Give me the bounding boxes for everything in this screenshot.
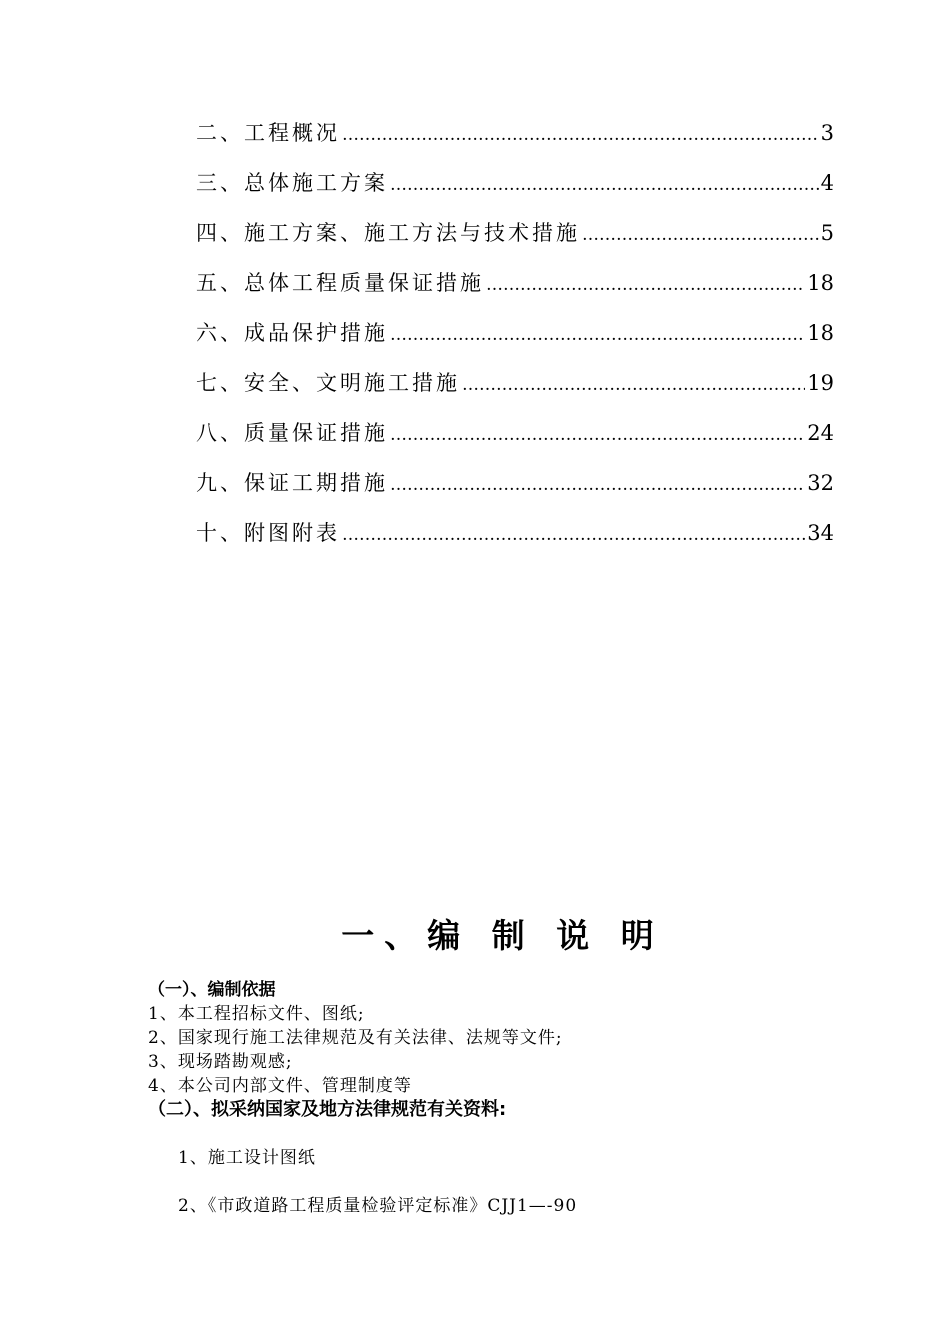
toc-entry-title: 四、施工方案、施工方法与技术措施 [196,221,580,245]
toc-entry[interactable] [196,367,834,417]
toc-entry-page: 19 [807,371,834,395]
toc-leader-dots [342,125,819,145]
toc-leader-dots [462,375,805,395]
toc-entry[interactable] [196,267,834,317]
toc-entry[interactable] [196,217,834,267]
toc-entry-title: 七、安全、文明施工措施 [196,371,460,395]
toc-entry[interactable] [196,167,834,217]
toc-entry-page: 18 [807,271,834,295]
refs-heading: （二）、拟采纳国家及地方法律规范有关资料: [148,1099,507,1120]
toc-entry-page: 5 [820,221,834,245]
toc-entry-title: 十、附图附表 [196,521,340,545]
toc-entry-title: 九、保证工期措施 [196,471,388,495]
basis-item: 4、本公司内部文件、管理制度等 [148,1076,412,1096]
toc-entry[interactable] [196,417,834,467]
ref-item: 1、施工设计图纸 [178,1148,316,1168]
toc-entry[interactable] [196,467,834,517]
toc-leader-dots [390,325,805,345]
ref-item: 2、《市政道路工程质量检验评定标准》CJJ1—-90 [178,1196,578,1216]
toc-entry-title: 二、工程概况 [196,121,340,145]
toc-leader-dots [390,475,805,495]
basis-item: 2、国家现行施工法律规范及有关法律、法规等文件; [148,1028,563,1048]
toc-entry-page: 32 [807,471,834,495]
toc-entry[interactable] [196,117,834,167]
toc-entry-page: 34 [807,521,834,545]
toc-entry[interactable] [196,517,834,567]
toc-entry[interactable] [196,317,834,367]
toc-entry-title: 三、总体施工方案 [196,171,388,195]
toc-entry-page: 4 [820,171,834,195]
toc-leader-dots [390,175,819,195]
toc-entry-title: 五、总体工程质量保证措施 [196,271,484,295]
basis-item: 3、现场踏勘观感; [148,1052,293,1072]
section-title: 一、编 制 说 明 [341,916,664,955]
section-body [148,978,868,1218]
toc-entry-title: 六、成品保护措施 [196,321,388,345]
toc-leader-dots [342,525,805,545]
basis-item: 1、本工程招标文件、图纸; [148,1004,365,1024]
toc-entry-page: 24 [807,421,834,445]
toc-leader-dots [390,425,805,445]
toc-entry-page: 18 [807,321,834,345]
table-of-contents [196,117,834,567]
toc-entry-title: 八、质量保证措施 [196,421,388,445]
toc-leader-dots [582,225,819,245]
toc-entry-page: 3 [820,121,834,145]
toc-leader-dots [486,275,805,295]
basis-heading: （一）、编制依据 [148,980,276,1000]
